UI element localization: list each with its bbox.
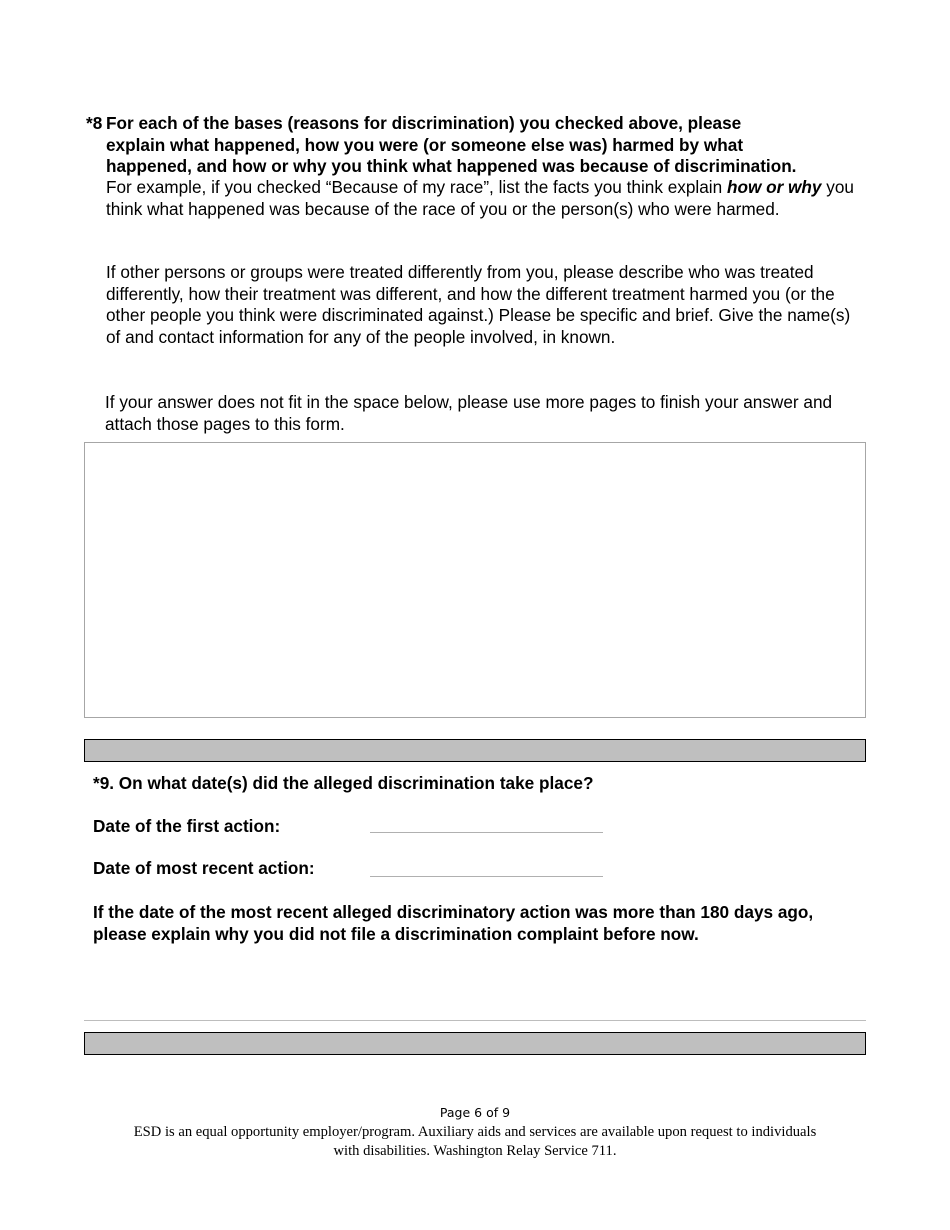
example-text-start: For example, if you checked “Because of my race”, list the facts you think explain	[106, 177, 727, 197]
section-divider-bar	[84, 1032, 866, 1055]
question-8-heading	[86, 113, 876, 178]
question-8-heading-line-3: happened, and how or why you think what happened was because of discrimination.	[106, 156, 797, 176]
equal-opportunity-line-1: ESD is an equal opportunity employer/program. Auxiliary aids and services are available upon request to individuals	[133, 1124, 817, 1140]
page-number: Page 6 of 9	[439, 1105, 511, 1120]
first-action-date-field[interactable]	[370, 832, 603, 833]
question-8-number: *8	[86, 113, 103, 133]
example-emphasis: how or why	[726, 177, 822, 197]
question-8-heading-line-1: For each of the bases (reasons for discrimination) you checked above, please	[106, 113, 742, 133]
late-filing-answer-line[interactable]	[84, 1020, 866, 1021]
recent-action-date-field[interactable]	[370, 876, 603, 877]
section-divider-bar	[84, 739, 866, 762]
late-filing-explanation-prompt: If the date of the most recent alleged discriminatory action was more than 180 days ago, please explain why you did not file a discrimination complaint before now.	[93, 902, 814, 944]
example-text-end: you think what happened was because of the race of you or the person(s) who were harmed.	[106, 177, 854, 219]
recent-action-date-label: Date of most recent action:	[93, 858, 315, 878]
question-8-heading-line-2: explain what happened, how you were (or someone else was) harmed by what	[106, 134, 744, 155]
equal-opportunity-line-2: with disabilities. Washington Relay Service 711.	[333, 1143, 617, 1159]
question-9-title: *9. On what date(s) did the alleged discrimination take place?	[93, 773, 594, 793]
question-8-answer-box[interactable]	[84, 442, 866, 718]
equal-opportunity-notice	[0, 1123, 950, 1161]
question-8-space-paragraph	[105, 392, 865, 435]
question-8-example-paragraph	[106, 177, 866, 220]
space-paragraph-text: If your answer does not fit in the space below, please use more pages to finish your answer and attach those pages to this form.	[105, 392, 833, 434]
others-paragraph-text: If other persons or groups were treated differently from you, please describe who was treated differently, how their treatment was different, and how the different treatment harmed you (or the other people you think were discriminated against.) Please be specific and brief. Give the name(s) of and contact information for any of the people involved, in known.	[106, 262, 851, 347]
question-8-others-paragraph	[106, 262, 866, 348]
first-action-date-label: Date of the first action:	[93, 816, 281, 836]
